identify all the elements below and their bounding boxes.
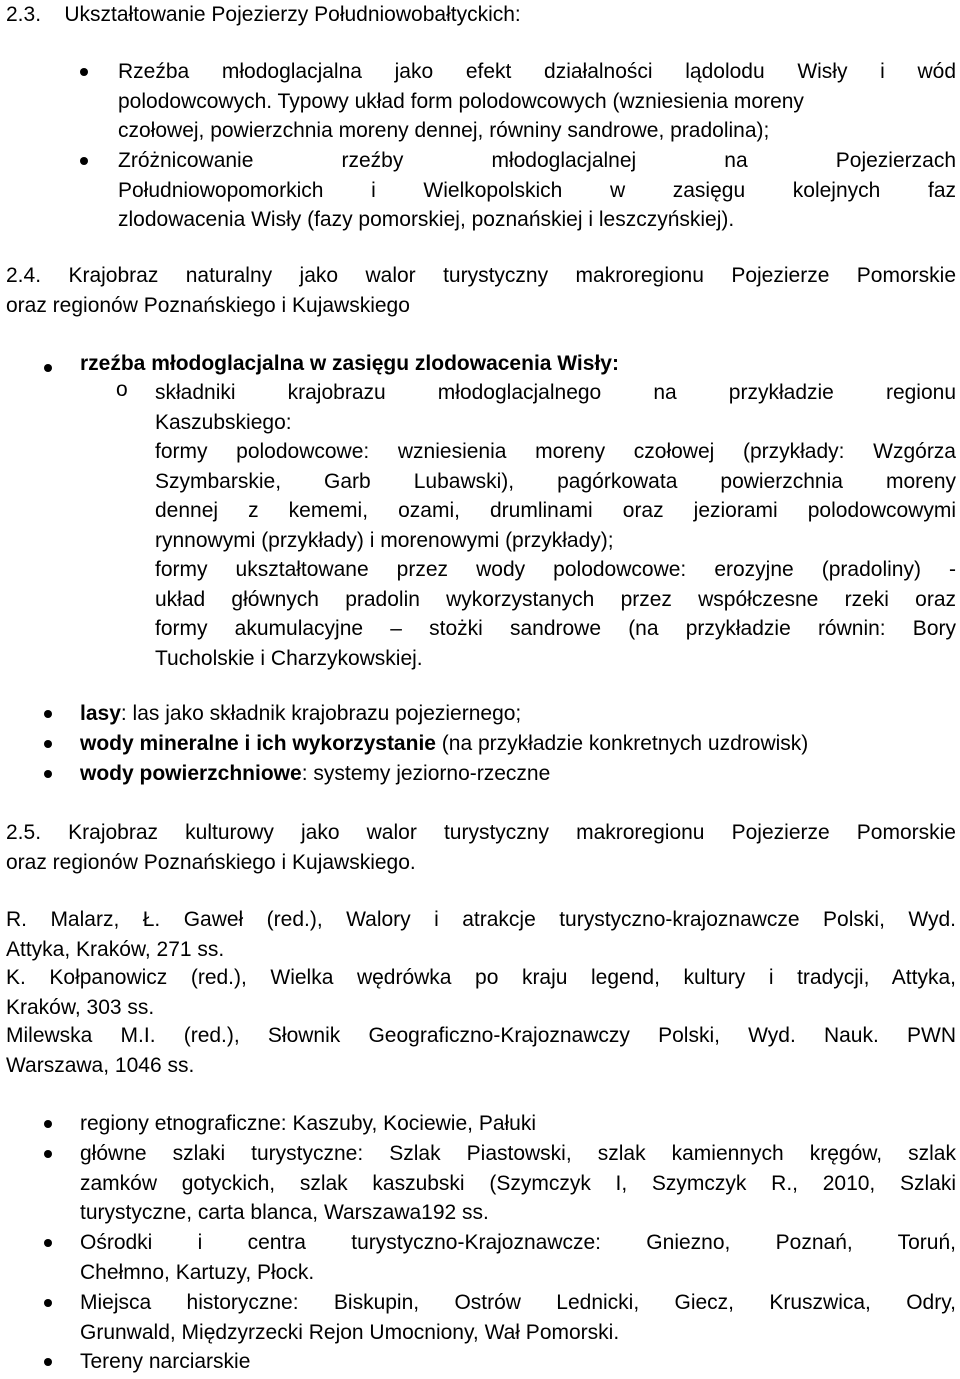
bullet-icon — [80, 68, 88, 76]
text-line: formy polodowcowe: wzniesienia moreny czołowej (przykłady: Wzgórza — [155, 440, 956, 463]
section-2-5-heading — [6, 818, 956, 877]
bullet-icon — [44, 1239, 52, 1247]
text-line: Warszawa, 1046 ss. — [6, 1053, 195, 1077]
text-line: czołowej, powierzchnia moreny dennej, równiny sandrowe, pradolina); — [118, 119, 770, 142]
text-line: Rzeźba młodoglacjalna jako efekt działalności lądolodu Wisły i wód — [118, 60, 956, 83]
list-item — [80, 1347, 956, 1377]
bullet-icon — [44, 710, 52, 718]
heading-text: 2.3. Ukształtowanie Pojezierzy Południowobałtyckich: — [6, 3, 521, 26]
bullet-rzezba — [118, 57, 956, 146]
text-line: zamków gotyckich, szlak kaszubski (Szymczyk I, Szymczyk R., 2010, Szlaki — [80, 1171, 956, 1195]
text: (na przykładzie konkretnych uzdrowisk) — [435, 732, 809, 755]
reference-3 — [6, 1021, 956, 1080]
section-2-3-heading — [6, 0, 956, 30]
list-item — [80, 1228, 956, 1287]
bullet-lasy — [80, 699, 956, 729]
bullet-zroznicowanie — [118, 146, 956, 235]
bold-text: wody powierzchniowe — [80, 762, 302, 785]
text-line: K. Kołpanowicz (red.), Wielka wędrówka po kraju legend, kultury i tradycji, Attyka, — [6, 966, 956, 989]
circle-bullet-icon: o — [116, 378, 128, 401]
sub-item-skladniki — [155, 378, 956, 673]
text-line: Tucholskie i Charzykowskiej. — [155, 646, 423, 670]
heading-text: oraz regionów Poznańskiego i Kujawskiego — [6, 293, 410, 317]
text-line: Zróżnicowanie rzeźby młodoglacjalnej na Pojezierzach — [118, 149, 956, 172]
bullet-icon — [44, 1120, 52, 1128]
text-line: R. Malarz, Ł. Gaweł (red.), Walory i atrakcje turystyczno-krajoznawcze Polski, Wyd. — [6, 908, 956, 931]
text-line: regiony etnograficzne: Kaszuby, Kociewie, Pałuki — [80, 1112, 537, 1135]
text-line: formy ukształtowane przez wody polodowcowe: erozyjne (pradoliny) - — [155, 558, 956, 581]
text-line: rynnowymi (przykłady) i morenowymi (przykłady); — [155, 528, 614, 552]
bold-text: rzeźba młodoglacjalna w zasięgu zlodowacenia Wisły: — [80, 352, 619, 375]
heading-text: 2.5. Krajobraz kulturowy jako walor turystyczny makroregionu Pojezierze Pomorskie — [6, 821, 956, 844]
bold-text: lasy — [80, 702, 121, 725]
bullet-icon — [44, 1358, 52, 1366]
list-item — [80, 1139, 956, 1228]
bullet-icon — [44, 1150, 52, 1158]
heading-text: 2.4. Krajobraz naturalny jako walor turystyczny makroregionu Pojezierze Pomorskie — [6, 264, 956, 287]
text-line: Kraków, 303 ss. — [6, 995, 155, 1019]
text-line: turystyczne, carta blanca, Warszawa192 ss. — [80, 1201, 489, 1224]
text-line: polodowcowych. Typowy układ form polodowcowych (wzniesienia moreny — [118, 89, 804, 113]
text-line: Kaszubskiego: — [155, 410, 292, 434]
text-line: Chełmno, Kartuzy, Płock. — [80, 1260, 315, 1284]
bullet-icon — [80, 157, 88, 165]
bold-text: wody mineralne i ich wykorzystanie — [80, 732, 436, 755]
bullet-icon — [44, 1299, 52, 1307]
bullet-wody-mineralne — [80, 729, 956, 759]
bullet-wody-powierzchniowe — [80, 759, 956, 789]
section-2-4-heading — [6, 261, 956, 320]
text: : las jako składnik krajobrazu pojeziernego; — [120, 702, 522, 725]
list-item — [80, 1109, 956, 1139]
text-line: Miejsca historyczne: Biskupin, Ostrów Lednicki, Giecz, Kruszwica, Odry, — [80, 1291, 956, 1314]
text-line: główne szlaki turystyczne: Szlak Piastowski, szlak kamiennych kręgów, szlak — [80, 1142, 956, 1165]
text-line: formy akumulacyjne – stożki sandrowe (na przykładzie równin: Bory — [155, 617, 956, 640]
text-line: układ głównych pradolin wykorzystanych przez współczesne rzeki oraz — [155, 587, 956, 611]
text-line: Grunwald, Międzyrzecki Rejon Umocniony, Wał Pomorski. — [80, 1320, 620, 1344]
list-item — [80, 1288, 956, 1347]
bullet-icon — [44, 740, 52, 748]
reference-2 — [6, 963, 956, 1022]
text-line: Milewska M.I. (red.), Słownik Geograficzno-Krajoznawczy Polski, Wyd. Nauk. PWN — [6, 1024, 956, 1047]
text-line: Attyka, Kraków, 271 ss. — [6, 937, 225, 961]
text-line: Południowopomorkich i Wielkopolskich w zasięgu kolejnych faz — [118, 178, 956, 202]
text-line: Ośrodki i centra turystyczno-Krajoznawcze: Gniezno, Poznań, Toruń, — [80, 1231, 956, 1254]
text-line: Tereny narciarskie — [80, 1350, 251, 1373]
reference-1 — [6, 905, 956, 964]
bullet-icon — [44, 364, 52, 372]
text-line: składniki krajobrazu młodoglacjalnego na przykładzie regionu — [155, 381, 956, 404]
text-line: Szymbarskie, Garb Lubawski), pagórkowata powierzchnia moreny — [155, 469, 956, 493]
bullet-rzezba-mlodoglacjalna — [80, 349, 956, 379]
bullet-icon — [44, 770, 52, 778]
heading-text: oraz regionów Poznańskiego i Kujawskiego. — [6, 850, 416, 874]
text-line: dennej z kememi, ozami, drumlinami oraz jeziorami polodowcowymi — [155, 499, 956, 522]
text: : systemy jeziorno-rzeczne — [301, 762, 551, 785]
text-line: zlodowacenia Wisły (fazy pomorskiej, poznańskiej i leszczyńskiej). — [118, 208, 735, 231]
